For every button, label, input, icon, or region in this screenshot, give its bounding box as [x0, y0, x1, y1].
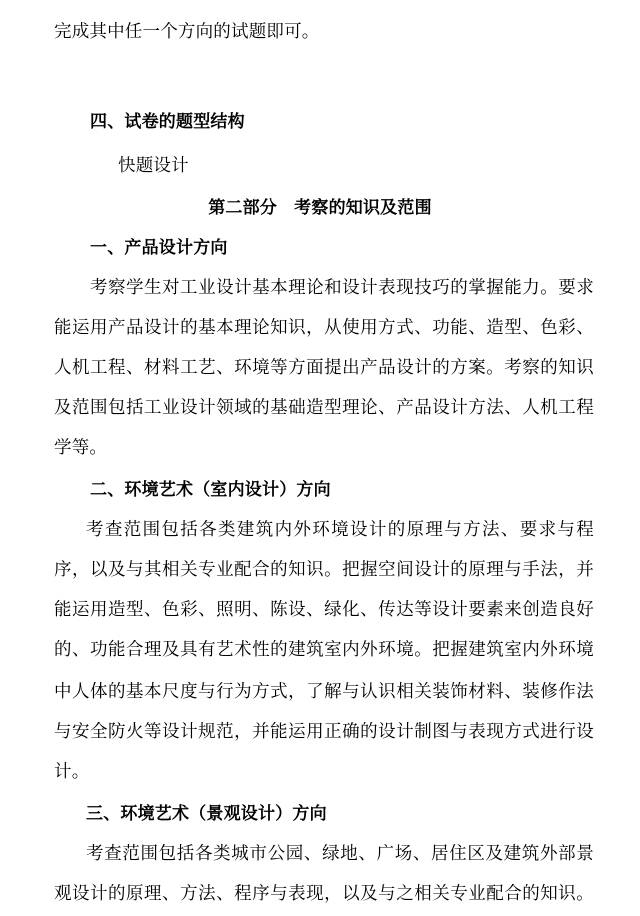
- paragraph-line: 序，以及与其相关专业配合的知识。把握空间设计的原理与手法，并: [54, 560, 594, 580]
- section-heading: 四、试卷的题型结构: [90, 112, 245, 132]
- paragraph-line: 学等。: [54, 438, 108, 458]
- paragraph-line: 人机工程、材料工艺、环境等方面提出产品设计的方案。考察的知识: [54, 358, 594, 378]
- text-line: 完成其中任一个方向的试题即可。: [54, 22, 320, 42]
- paragraph-line: 计。: [54, 762, 90, 782]
- part-heading: 第二部分 考察的知识及范围: [208, 198, 432, 218]
- paragraph-line: 考查范围包括各类建筑内外环境设计的原理与方法、要求与程: [86, 520, 594, 540]
- paragraph-line: 能运用造型、色彩、照明、陈设、绿化、传达等设计要素来创造良好: [54, 600, 594, 620]
- text-line: 快题设计: [118, 156, 189, 176]
- section-heading: 二、环境艺术（室内设计）方向: [90, 480, 331, 500]
- paragraph-line: 及范围包括工业设计领域的基础造型理论、产品设计方法、人机工程: [54, 398, 594, 418]
- paragraph-line: 观设计的原理、方法、程序与表现，以及与之相关专业配合的知识。: [54, 884, 594, 904]
- paragraph-line: 考查范围包括各类城市公园、绿地、广场、居住区及建筑外部景: [86, 844, 594, 864]
- paragraph-line: 考察学生对工业设计基本理论和设计表现技巧的掌握能力。要求: [90, 278, 594, 298]
- section-heading: 一、产品设计方向: [90, 238, 228, 258]
- section-heading: 三、环境艺术（景观设计）方向: [86, 804, 327, 824]
- paragraph-line: 与安全防火等设计规范，并能运用正确的设计制图与表现方式进行设: [54, 722, 594, 742]
- paragraph-line: 的、功能合理及具有艺术性的建筑室内外环境。把握建筑室内外环境: [54, 640, 594, 660]
- paragraph-line: 能运用产品设计的基本理论知识，从使用方式、功能、造型、色彩、: [54, 318, 594, 338]
- paragraph-line: 中人体的基本尺度与行为方式，了解与认识相关装饰材料、装修作法: [54, 682, 594, 702]
